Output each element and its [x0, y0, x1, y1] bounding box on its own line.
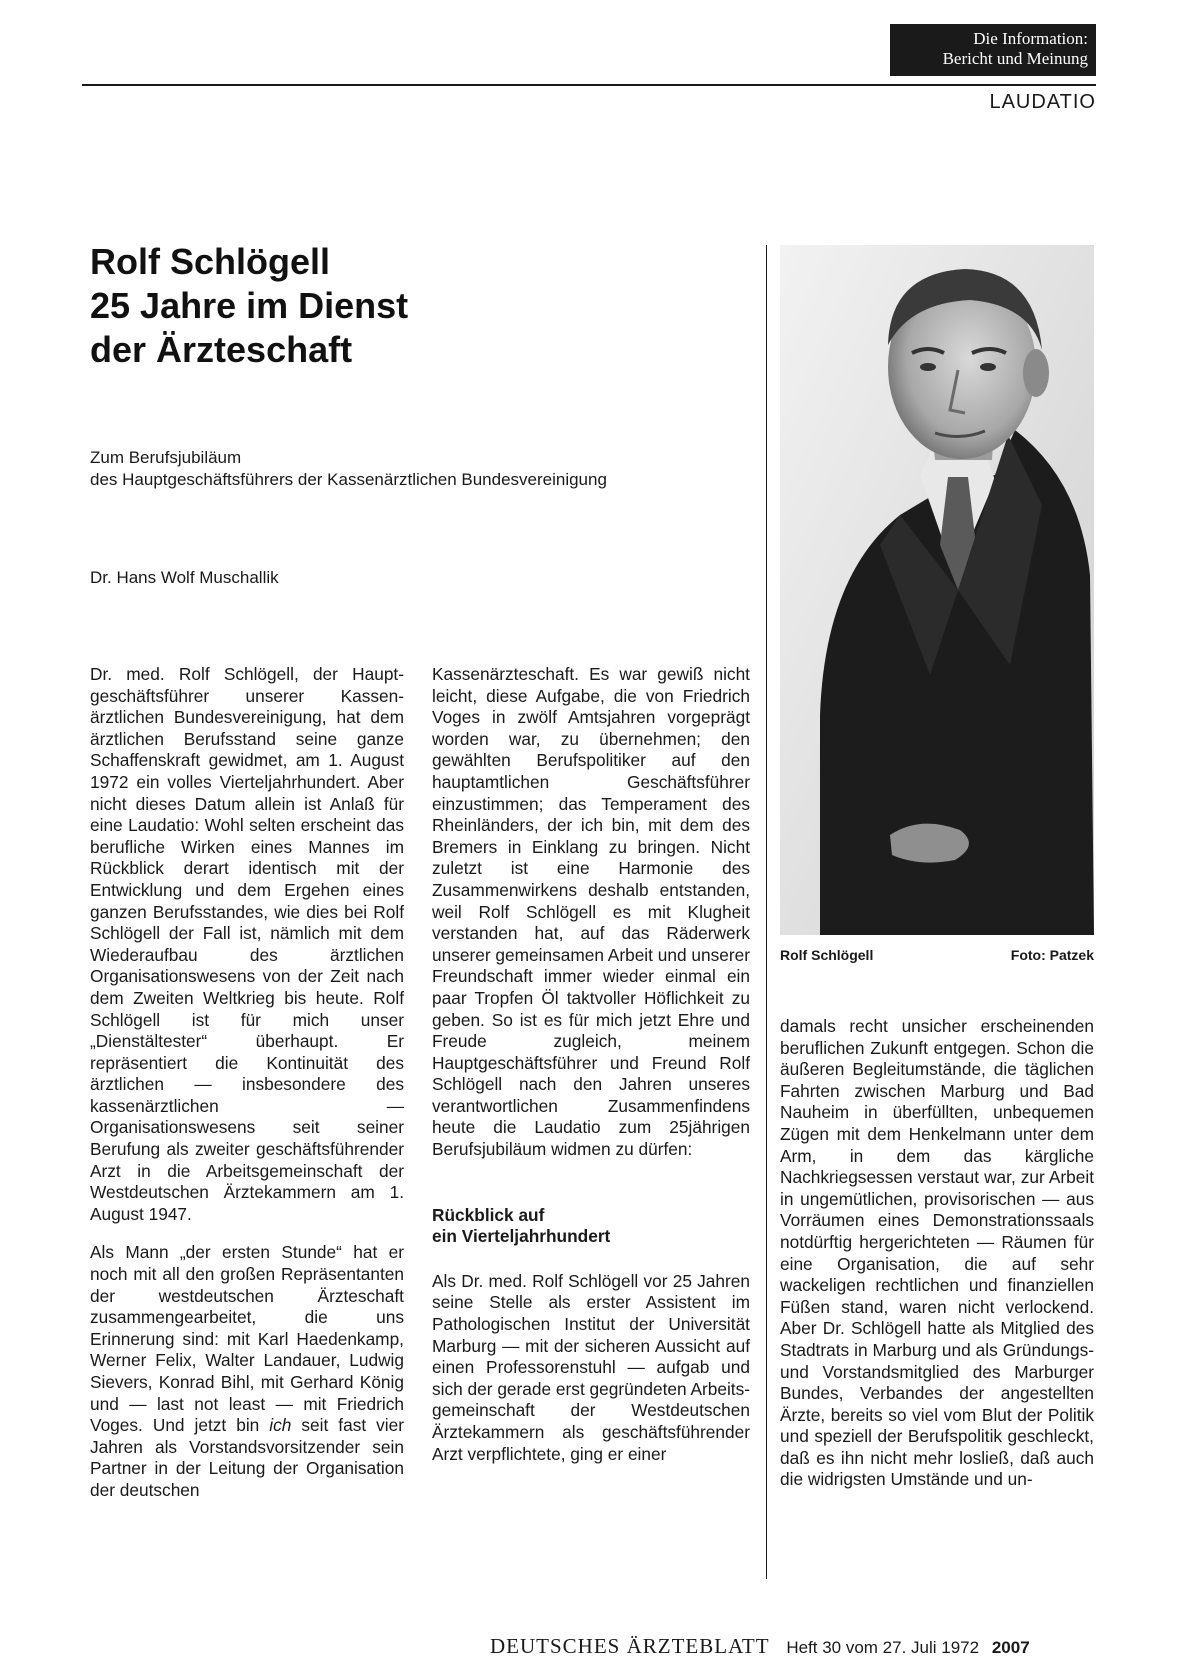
paragraph: Als Dr. med. Rolf Schlögell vor 25 Jahren seine Stelle als erster Assistent im Pathologischen Institut der Universität Marburg — mit der sicheren Aussicht auf einen Professorenstuhl — aufgab und sich der gerade erst gegründeten Arbeitsgemeinschaft der Westdeutschen Ärztekammern als geschäftsführender Arzt verpflichtete, ging er einer	[432, 1270, 750, 1464]
subtitle-line-2: des Hauptgeschäftsführers der Kassenärztlichen Bundesvereinigung	[90, 470, 607, 489]
article-author: Dr. Hans Wolf Muschallik	[90, 568, 279, 587]
header-rule	[82, 84, 1096, 86]
section-kicker: LAUDATIO	[989, 91, 1096, 113]
page-footer	[490, 1634, 1030, 1659]
title-line-1: Rolf Schlögell	[90, 241, 331, 282]
body-column-3	[780, 1016, 1094, 1491]
title-line-2: 25 Jahre im Dienst	[90, 285, 409, 326]
article-title	[90, 240, 710, 372]
section-label-line-1: Die Information:	[973, 29, 1088, 48]
photo-column-rule	[766, 245, 767, 1579]
paragraph: Kassenärzteschaft. Es war gewiß nicht leicht, diese Aufgabe, die von Friedrich Voges in zwölf Amtsjahren vorgeprägt worden war, zu übernehmen; den gewählten Berufspolitiker auf den hauptamtlichen Geschäftsführer einzustimmen; das Temperament des Rheinländers, der ich bin, mit dem des Bremers in Einklang zu bringen. Nicht zuletzt ist eine Harmonie des Zusammenwirkens deshalb entstanden, weil Rolf Schlögell es mit Klugheit verstanden hat, auf das Räderwerk unserer gemeinsamen Arbeit und unserer Freundschaft immer wieder einmal ein paar Tropfen Öl taktvoller Höflichkeit zu geben. So ist es für mich jetzt Ehre und Freude zugleich, meinem Hauptgeschäftsführer und Freund Rolf Schlögell nach den Jahren unseres verantwortlichen Zusammenfindens heute die Laudatio zum 25jährigen Berufsjubiläum widmen zu dürfen:	[432, 664, 750, 1160]
paragraph-text: Als Mann „der ersten Stunde“ hat er noch mit all den großen Repräsentanten der westdeutschen Ärzteschaft zusammengearbeitet, die uns Erinnerung sind: mit Karl Haedenkamp, Werner Felix, Walter Landauer, Ludwig Sievers, Konrad Bihl, mit Gerhard König und — last not least — mit Friedrich Voges. Und jetzt bin	[90, 1242, 404, 1436]
portrait-image	[780, 245, 1094, 935]
paragraph: Dr. med. Rolf Schlögell, der Hauptgeschäftsführer unserer Kassenärztlichen Bundesvereinigung, hat dem ärztlichen Berufsstand seine ganze Schaffenskraft gewidmet, am 1. August 1972 ein volles Vierteljahrhundert. Aber nicht dieses Datum allein ist Anlaß für eine Laudatio: Wohl selten erscheint das berufliche Wirken eines Mannes im Rückblick derart identisch mit der Entwicklung und dem Ergehen eines ganzen Berufsstandes, wie dies bei Rolf Schlögell der Fall ist, nämlich mit dem Wiederaufbau des ärztlichen Organisationswesens von der Zeit nach dem Zweiten Weltkrieg bis heute. Rolf Schlögell ist für mich unser „Dienstältester“ überhaupt. Er repräsentiert die Kontinuität des ärztlichen — insbesondere des kassenärztlichen — Organisationswesens seit seiner Berufung als zweiter geschäftsführender Arzt in die Arbeitsgemeinschaft der Westdeutschen Ärztekammern am 1. August 1947.	[90, 664, 404, 1224]
section-heading	[432, 1205, 750, 1248]
section-label	[890, 24, 1096, 76]
photo-credit: Foto: Patzek	[1010, 947, 1094, 963]
portrait-photo	[780, 245, 1094, 935]
article-subtitle	[90, 447, 730, 491]
paragraph	[90, 1242, 404, 1501]
issue-info: Heft 30 vom 27. Juli 1972	[786, 1638, 980, 1657]
body-column-1	[90, 664, 404, 1502]
body-column-2	[432, 664, 750, 1465]
paragraph-text: seit fast vier Jahren als Vorstandsvorsitzender sein Partner in der Leitung der Organisation der deutschen	[90, 1415, 404, 1500]
section-heading-line-1: Rückblick auf	[432, 1204, 545, 1225]
section-heading-line-2: ein Vierteljahrhundert	[432, 1226, 611, 1247]
photo-caption: Rolf Schlögell	[780, 947, 874, 963]
subtitle-line-1: Zum Berufsjubiläum	[90, 448, 242, 467]
emphasis: ich	[269, 1415, 292, 1436]
title-line-3: der Ärzteschaft	[90, 329, 353, 370]
page-number: 2007	[991, 1638, 1030, 1657]
section-label-line-2: Bericht und Meinung	[942, 49, 1088, 68]
journal-name: DEUTSCHES ÄRZTEBLATT	[490, 1634, 770, 1658]
paragraph: damals recht unsicher erscheinenden beruflichen Zukunft entgegen. Schon die äußeren Begleitumstände, die täglichen Fahrten zwischen Marburg und Bad Nauheim in überfüllten, unbequemen Zügen mit dem Henkelmann unter dem Arm, in dem das kärgliche Nachkriegsessen verstaut war, zur Arbeit in ungemütlichen, provisorischen — aus Vorräumen eines Demonstrationssaals notdürftig hergerichteten — Räumen für eine Organisation, die auf sehr wackeligen rechtlichen und finanziellen Füßen stand, waren nicht verlockend. Aber Dr. Schlögell hatte als Mitglied des Stadtrats in Marburg und als Gründungs- und Vorstandsmitglied des Marburger Bundes, Verbandes der angestellten Ärzte, bereits so viel vom Blut der Politik und speziell der Berufspolitik geschleckt, daß es ihn nicht mehr losließ, daß auch die widrigsten Umstände und un-	[780, 1016, 1094, 1490]
